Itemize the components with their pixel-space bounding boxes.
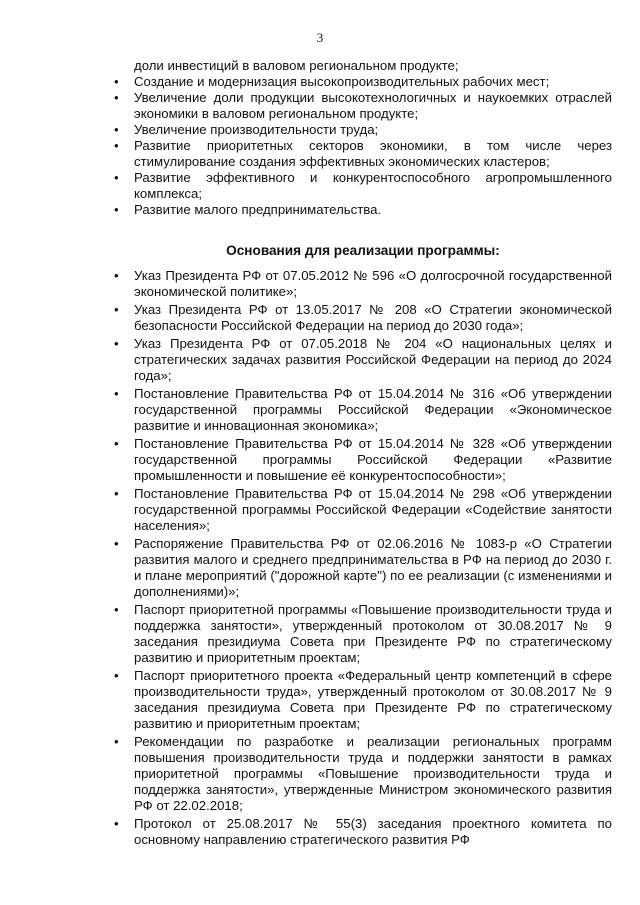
- list-item-text: Указ Президента РФ от 07.05.2018 № 204 «О национальных целях и стратегических задачах развития Российской Федерации на период до 2024 года»;: [134, 336, 612, 383]
- goals-list: [114, 74, 612, 218]
- list-item: [114, 302, 612, 334]
- list-item-text: Рекомендации по разработке и реализации региональных программ повышения производительности труда и поддержки занятости в рамках приоритетной программы «Повышение производительности труда и поддержка занятости», утвержденные Министром экономического развития РФ от 22.02.2018;: [134, 734, 612, 813]
- bullet-icon: •: [114, 386, 119, 401]
- list-item-text: Увеличение доли продукции высокотехнологичных и наукоемких отраслей экономики в валовом региональном продукте;: [134, 90, 612, 121]
- list-item: [114, 138, 612, 170]
- continued-list-text: доли инвестиций в валовом региональном продукте;: [134, 58, 459, 73]
- list-item: [114, 734, 612, 814]
- bullet-icon: •: [114, 486, 119, 501]
- list-item: [114, 386, 612, 434]
- basis-list: [114, 268, 612, 848]
- bullet-icon: •: [114, 122, 119, 137]
- list-item-text: Паспорт приоритетной программы «Повышение производительности труда и поддержка занятости», утвержденный протоколом от 30.08.2017 № 9 заседания президиума Совета при Президенте РФ по стратегическому развитию и приоритетным проектам;: [134, 602, 612, 665]
- bullet-icon: •: [114, 602, 119, 617]
- list-item: [114, 122, 612, 138]
- list-item: [114, 602, 612, 666]
- list-item: [114, 90, 612, 122]
- list-item: [114, 268, 612, 300]
- bullet-icon: •: [114, 268, 119, 283]
- list-item: [114, 170, 612, 202]
- bullet-icon: •: [114, 202, 119, 217]
- bullet-icon: •: [114, 536, 119, 551]
- bullet-icon: •: [114, 74, 119, 89]
- list-item-text: Постановление Правительства РФ от 15.04.2014 № 316 «Об утверждении государственной программы Российской Федерации «Экономическое развитие и инновационная экономика»;: [134, 386, 612, 433]
- bullet-icon: •: [114, 816, 119, 831]
- bullet-icon: •: [114, 668, 119, 683]
- basis-heading: Основания для реализации программы:: [226, 243, 500, 258]
- list-item: [114, 486, 612, 534]
- bullet-icon: •: [114, 90, 119, 105]
- bullet-icon: •: [114, 138, 119, 153]
- bullet-icon: •: [114, 734, 119, 749]
- list-item: [114, 668, 612, 732]
- list-item-text: Развитие приоритетных секторов экономики, в том числе через стимулирование создания эффективных экономических кластеров;: [134, 138, 612, 169]
- list-item-text: Постановление Правительства РФ от 15.04.2014 № 328 «Об утверждении государственной программы Российской Федерации «Развитие промышленности и повышение её конкурентоспособности»;: [134, 436, 612, 483]
- page-content: [114, 58, 612, 850]
- list-item-text: Увеличение производительности труда;: [134, 122, 379, 137]
- list-item-text: Указ Президента РФ от 07.05.2012 № 596 «О долгосрочной государственной экономической политике»;: [134, 268, 612, 299]
- list-item-text: Создание и модернизация высокопроизводительных рабочих мест;: [134, 74, 550, 89]
- list-item-text: Паспорт приоритетного проекта «Федеральный центр компетенций в сфере производительности труда», утвержденный протоколом от 30.08.2017 № 9 заседания президиума Совета при Президенте РФ по стратегическому развитию и приоритетным проектам;: [134, 668, 612, 731]
- list-item-text: Распоряжение Правительства РФ от 02.06.2016 № 1083-р «О Стратегии развития малого и среднего предпринимательства в РФ на период до 2030 г. и плане мероприятий ("дорожной карте") по ее реализации (с изменениями и дополнениями)»;: [134, 536, 612, 599]
- list-item: [114, 74, 612, 90]
- list-item-text: Развитие малого предпринимательства.: [134, 202, 382, 217]
- list-item: [114, 436, 612, 484]
- list-item-text: Постановление Правительства РФ от 15.04.2014 № 298 «Об утверждении государственной программы Российской Федерации «Содействие занятости населения»;: [134, 486, 612, 533]
- bullet-icon: •: [114, 170, 119, 185]
- list-item: [114, 536, 612, 600]
- bullet-icon: •: [114, 436, 119, 451]
- list-item: [114, 336, 612, 384]
- list-item-text: Указ Президента РФ от 13.05.2017 № 208 «О Стратегии экономической безопасности Российской Федерации на период до 2030 года»;: [134, 302, 612, 333]
- page-number: 3: [316, 30, 324, 45]
- list-item: [114, 816, 612, 848]
- list-item: [114, 202, 612, 218]
- list-item-text: Развитие эффективного и конкурентоспособного агропромышленного комплекса;: [134, 170, 612, 201]
- bullet-icon: •: [114, 302, 119, 317]
- list-item-text: Протокол от 25.08.2017 № 55(3) заседания проектного комитета по основному направлению стратегического развития РФ: [134, 816, 612, 847]
- bullet-icon: •: [114, 336, 119, 351]
